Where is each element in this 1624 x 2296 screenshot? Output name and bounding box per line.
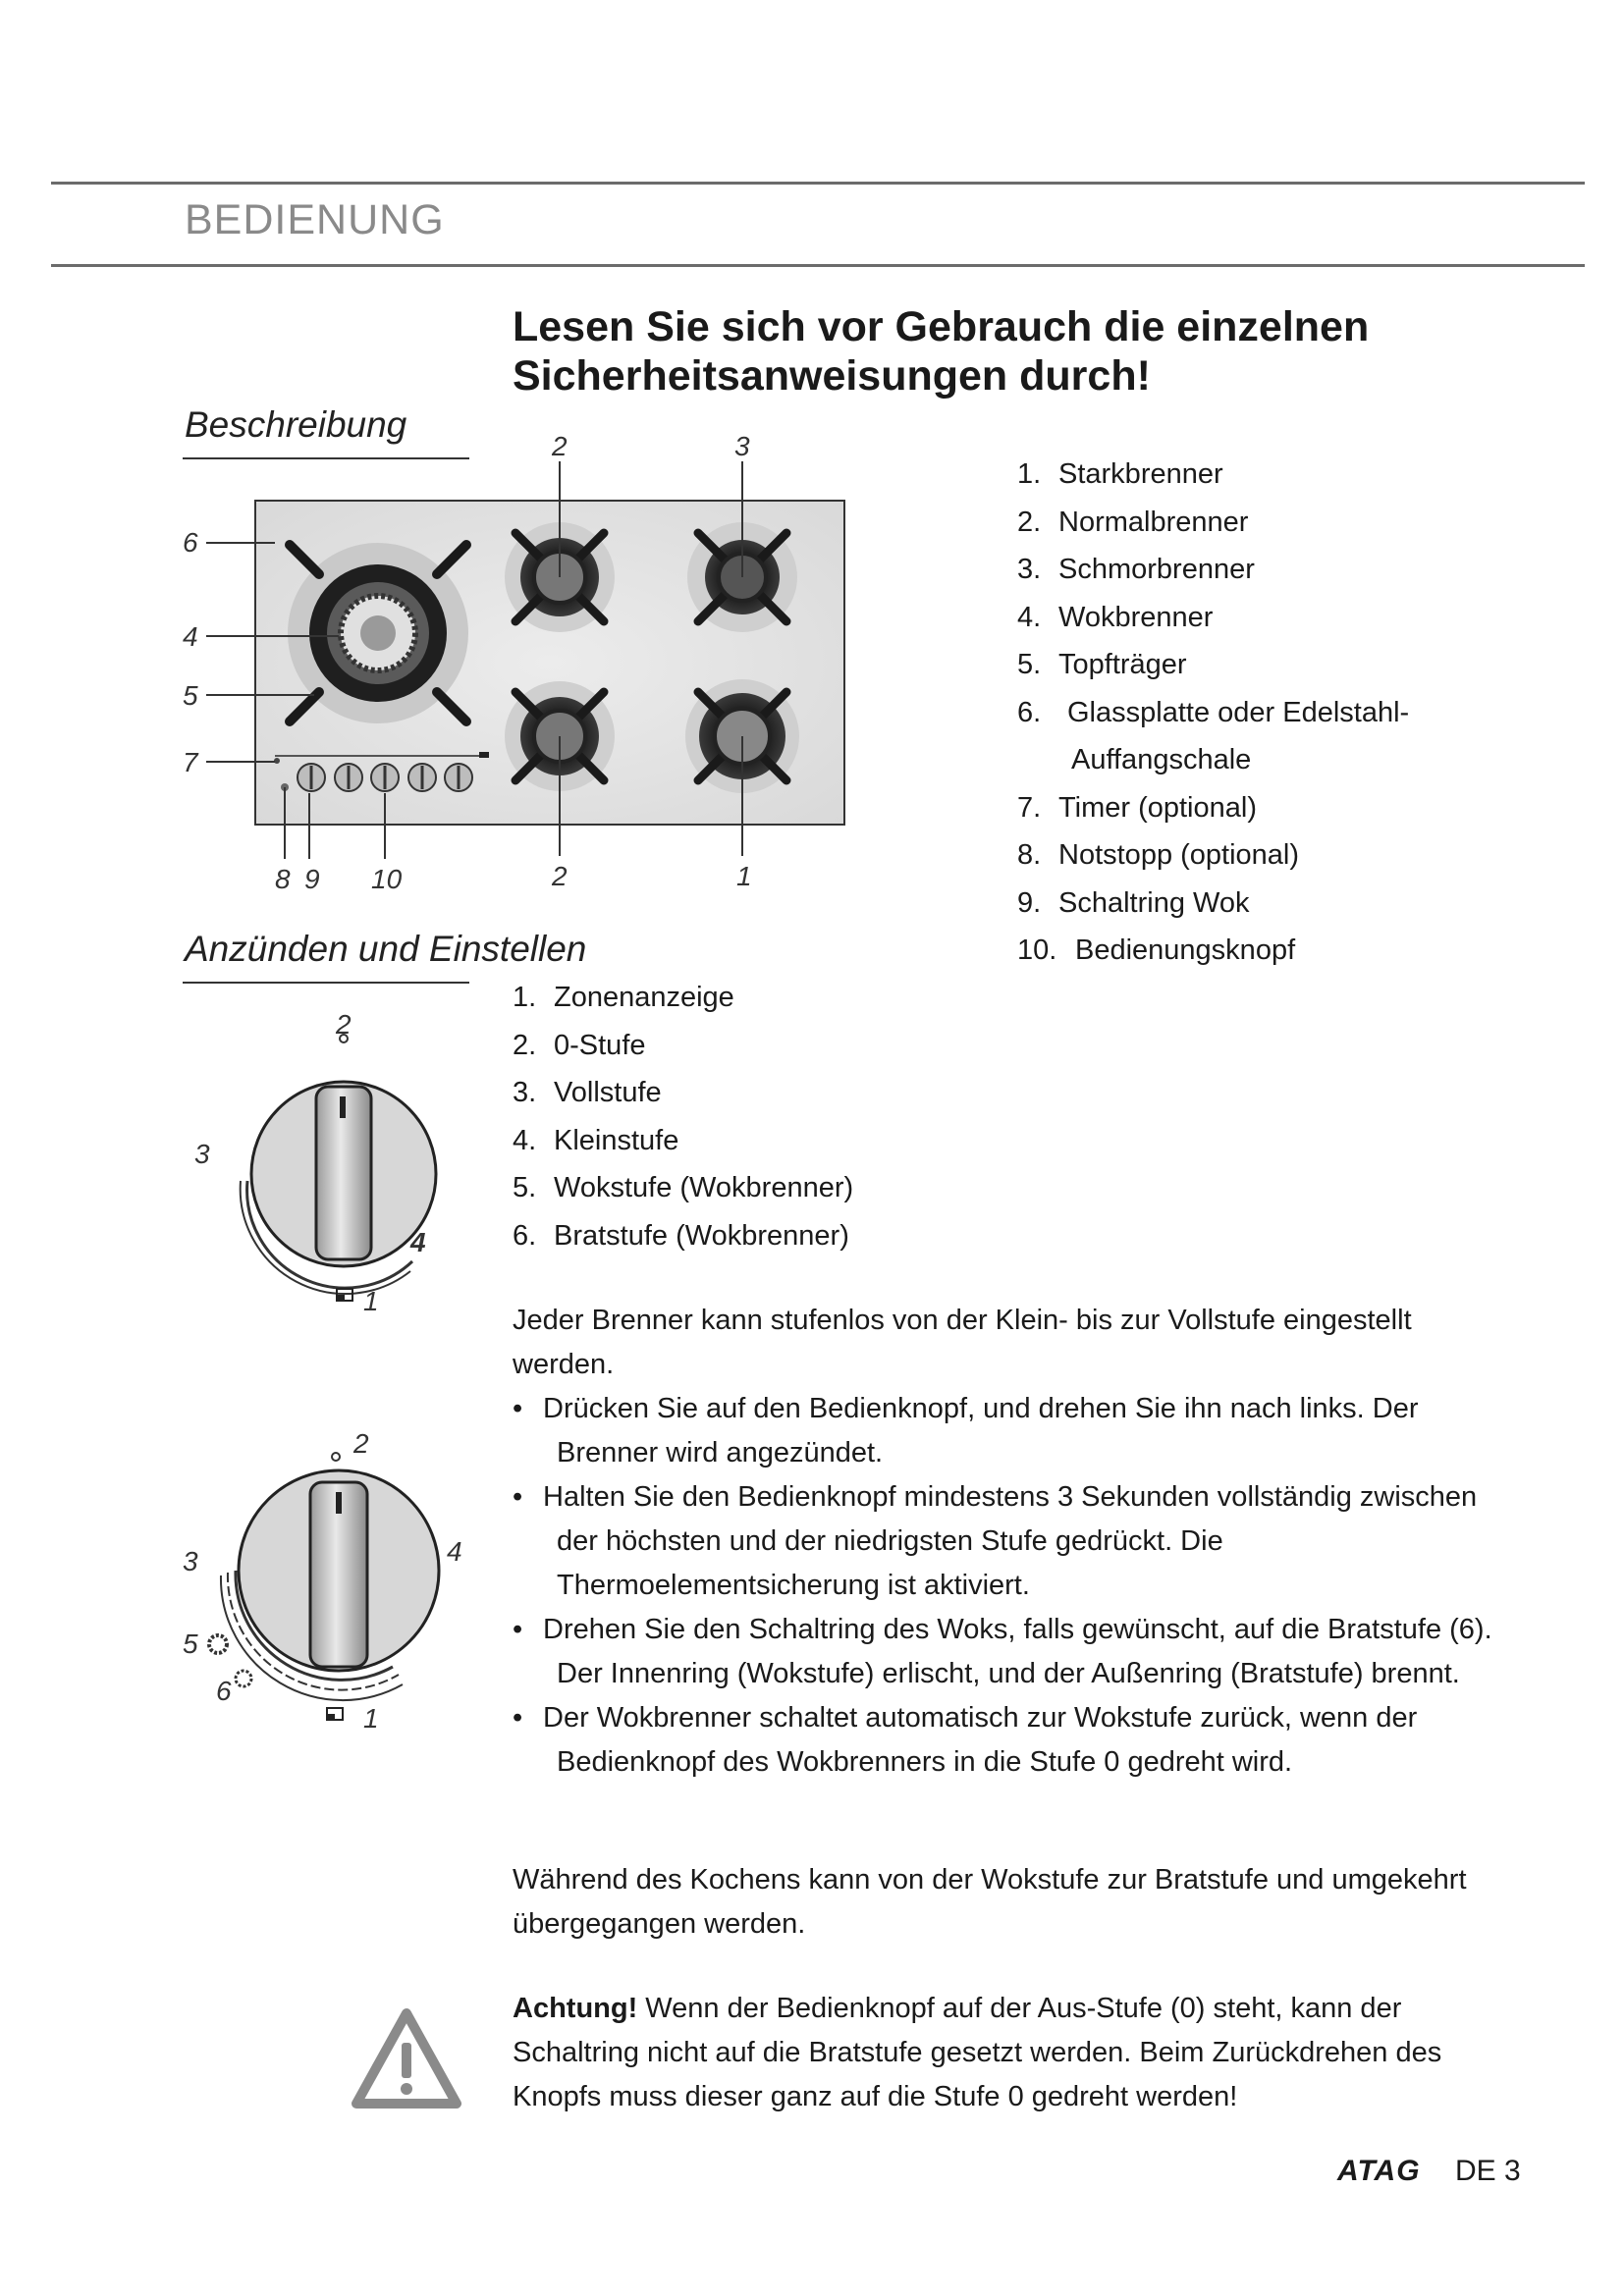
callout-10: 10: [371, 864, 403, 894]
callout-5: 5: [183, 680, 198, 711]
description-list: [1017, 451, 1409, 975]
knob2-label-1: 1: [363, 1703, 379, 1734]
list-item: 1. Zonenanzeige: [513, 982, 734, 1013]
main-heading-line1: Lesen Sie sich vor Gebrauch die einzelnen: [513, 303, 1370, 350]
warning-text: Wenn der Bedienknopf auf der Aus-Stufe (0) steht, kann der Schaltring nicht auf die Bratstufe gesetzt werden. Beim Zurückdrehen des Knopfs muss dieser ganz auf die Stufe 0 gedreht werden!: [513, 1993, 1442, 2112]
list-item: 2. 0-Stufe: [513, 1029, 646, 1061]
list-item: 8. Notstopp (optional): [1017, 839, 1300, 871]
callout-7: 7: [183, 747, 198, 777]
callout-8: 8: [275, 864, 291, 894]
callout-1-bottom: 1: [736, 861, 752, 891]
list-item: 5. Topfträger: [1017, 649, 1187, 680]
warning-triangle-icon: [349, 2005, 464, 2111]
top-rule: [51, 182, 1585, 185]
list-item: 3. Vollstufe: [513, 1077, 662, 1108]
instruction-bullets: [513, 1387, 1494, 1785]
callout-6: 6: [183, 527, 198, 558]
bullet-item: • Drücken Sie auf den Bedienknopf, und drehen Sie ihn nach links. Der Brenner wird angezündet.: [513, 1387, 1494, 1475]
list-item: 10. Bedienungsknopf: [1017, 934, 1296, 966]
knob2-label-6: 6: [216, 1676, 232, 1706]
callout-2-bottom: 2: [552, 861, 568, 891]
hob-diagram: [167, 432, 854, 903]
intro-paragraph: Jeder Brenner kann stufenlos von der Klein- bis zur Vollstufe eingestellt werden.: [513, 1305, 1412, 1380]
page-number: DE 3: [1455, 2155, 1521, 2187]
header-bottom-rule: [51, 264, 1585, 267]
knob1-label-3: 3: [194, 1139, 210, 1169]
list-item: 4. Wokbrenner: [1017, 601, 1214, 633]
section-title: BEDIENUNG: [185, 196, 445, 243]
list-item: 6. Bratstufe (Wokbrenner): [513, 1219, 849, 1252]
knob2-label-5: 5: [183, 1629, 198, 1659]
knob-diagram-2: [167, 1414, 481, 1747]
knob-legend-list: [513, 974, 853, 1259]
list-item: 6. Glassplatte oder Edelstahl-: [1017, 696, 1410, 728]
anzuenden-underline: [183, 982, 469, 984]
knob2-label-2: 2: [353, 1428, 369, 1459]
callout-3-top: 3: [734, 432, 750, 461]
list-item-continuation: Auffangschale: [1071, 744, 1252, 775]
bullet-item: • Der Wokbrenner schaltet automatisch zur Wokstufe zurück, wenn der Bedienknopf des Wokbrenners in die Stufe 0 gedreht wird.: [513, 1696, 1494, 1785]
list-item: 5. Wokstufe (Wokbrenner): [513, 1172, 854, 1203]
callout-9: 9: [304, 864, 320, 894]
during-cooking-paragraph: Während des Kochens kann von der Wokstufe zur Bratstufe und umgekehrt übergegangen werden.: [513, 1864, 1467, 1940]
list-item: 4. Kleinstufe: [513, 1124, 679, 1156]
main-heading-line2: Sicherheitsanweisungen durch!: [513, 352, 1151, 400]
list-item: 2. Normalbrenner: [1017, 506, 1249, 538]
wok-burner: [288, 543, 468, 723]
callout-2-top: 2: [552, 432, 568, 461]
beschreibung-title: Beschreibung: [185, 404, 407, 445]
list-item: 9. Schaltring Wok: [1017, 886, 1250, 919]
callout-4: 4: [183, 621, 198, 652]
bullet-item: • Halten Sie den Bedienknopf mindestens 3 Sekunden vollständig zwischen der höchsten und der niedrigsten Stufe gedrückt. Die Thermoelementsicherung ist aktiviert.: [513, 1475, 1494, 1608]
anzuenden-title: Anzünden und Einstellen: [185, 929, 587, 969]
main-heading: [513, 302, 1494, 400]
list-item: 7. Timer (optional): [1017, 791, 1257, 824]
knob1-label-4: 4: [410, 1227, 426, 1257]
bullet-item: • Drehen Sie den Schaltring des Woks, falls gewünscht, auf die Bratstufe (6). Der Innenring (Wokstufe) erlischt, und der Außenring (Bratstufe) brennt.: [513, 1608, 1494, 1696]
knob1-label-1: 1: [363, 1286, 379, 1316]
list-item: 3. Schmorbrenner: [1017, 554, 1255, 585]
knob1-label-2: 2: [336, 1009, 352, 1040]
warning-paragraph: [513, 1987, 1494, 2119]
list-item: 1. Starkbrenner: [1017, 458, 1223, 490]
brand-logo: ATAG: [1337, 2155, 1421, 2187]
knob-diagram-1: [187, 1006, 481, 1330]
warning-label: Achtung!: [513, 1993, 638, 2024]
knob2-label-3: 3: [183, 1546, 198, 1576]
knob2-label-4: 4: [447, 1536, 462, 1567]
